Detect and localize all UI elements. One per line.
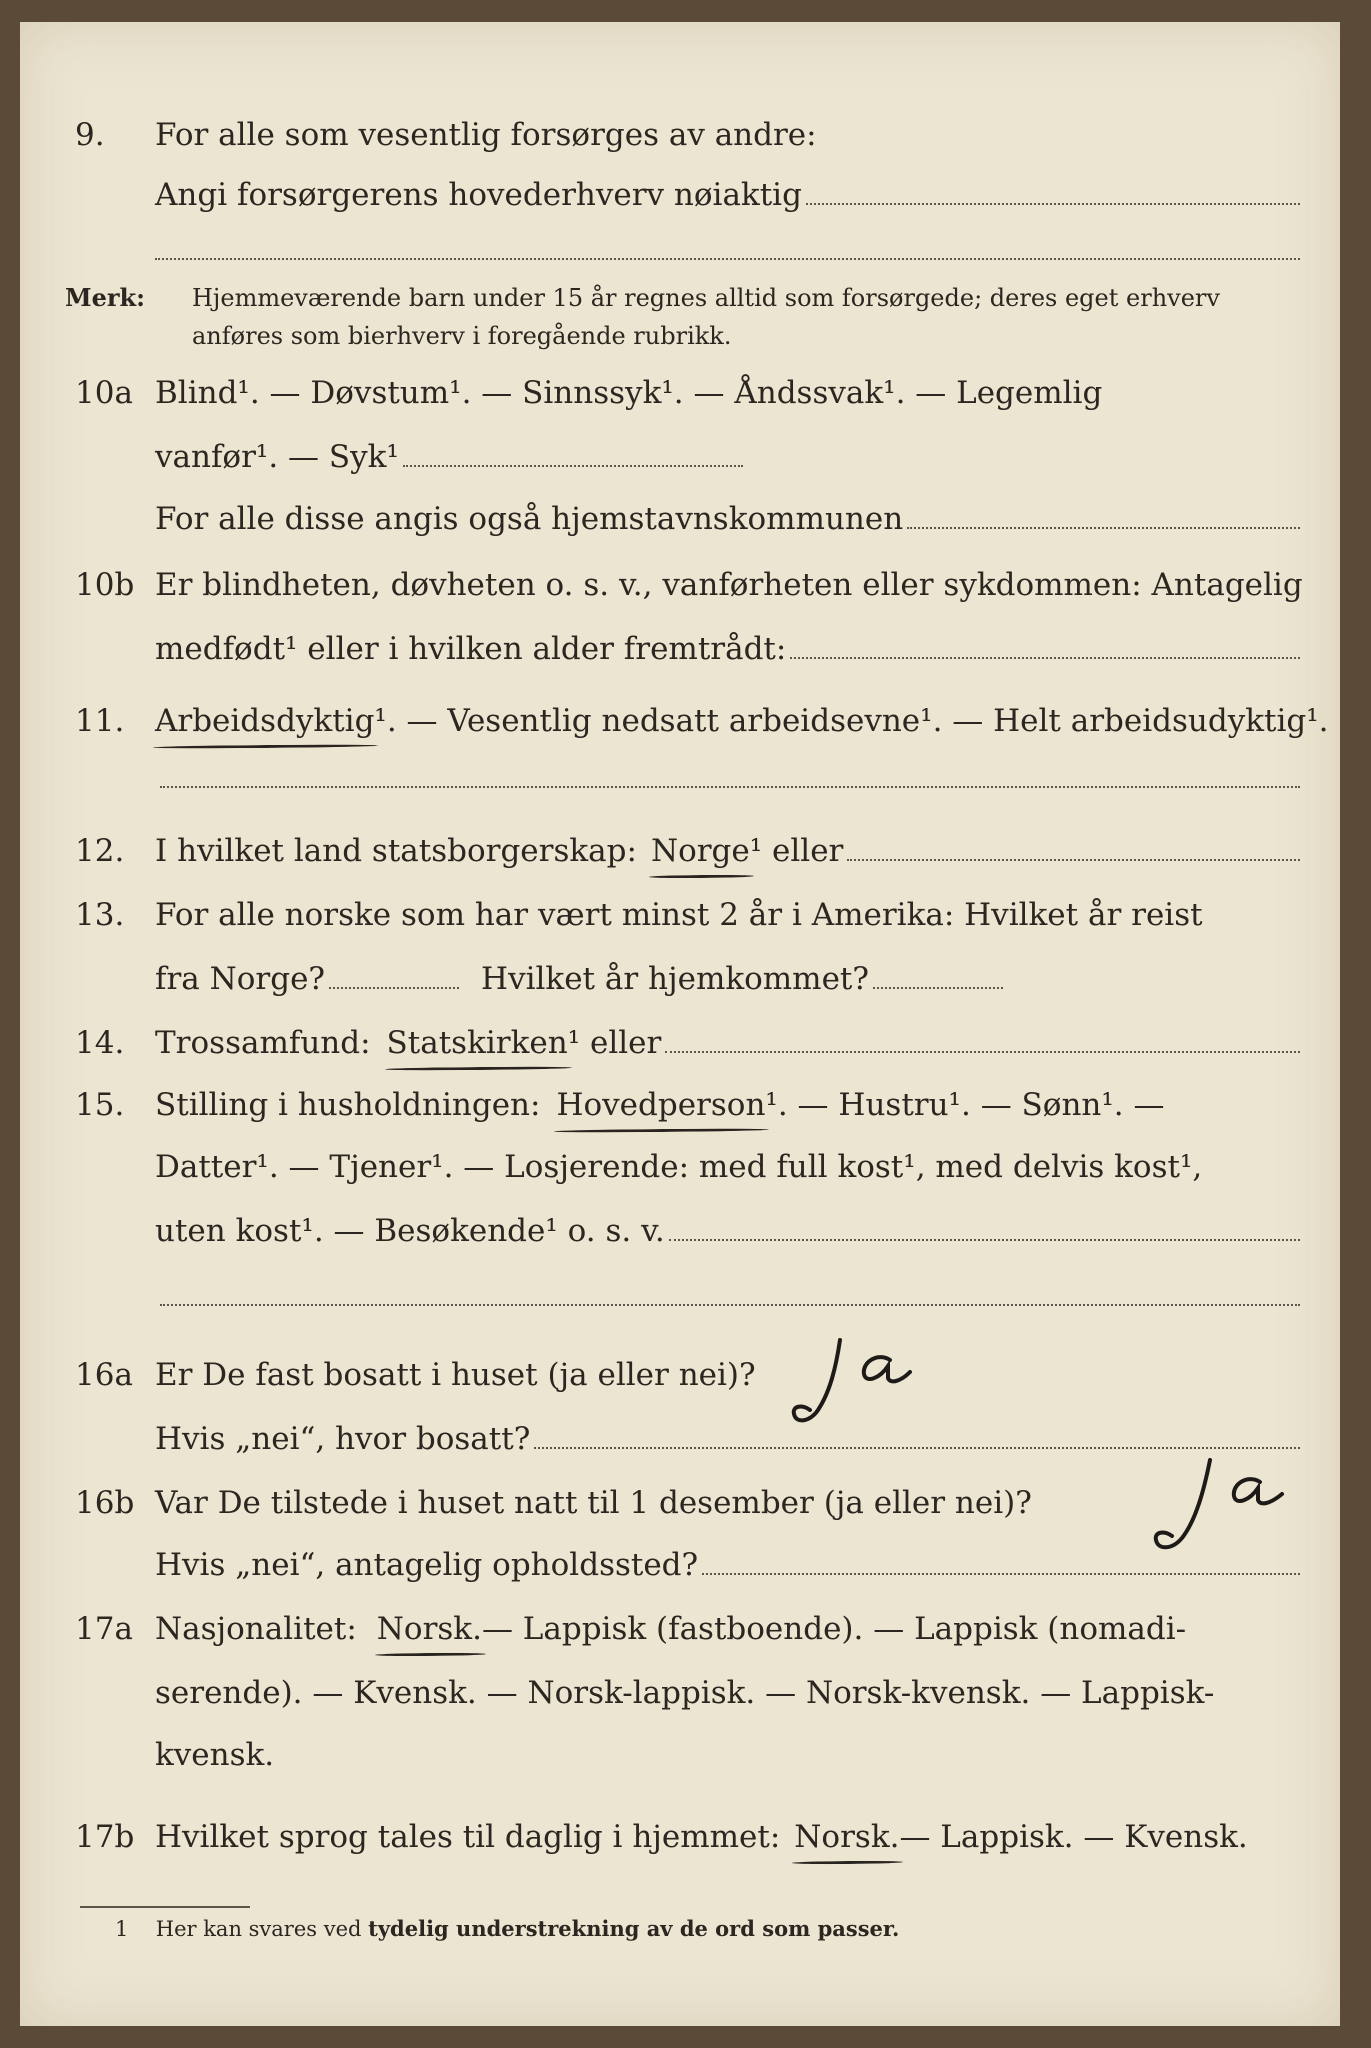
q12-question: I hvilket land statsborgerskap: [155, 833, 637, 869]
q10a-hometown-label: For alle disse angis også hjemstavnskommunen [155, 501, 904, 537]
merk-note-line-1: Hjemmeværende barn under 15 år regnes alltid som forsørgede; deres eget erhverv [192, 284, 1220, 312]
q15-row-3 [20, 1208, 1340, 1254]
q11-row [20, 698, 1340, 744]
q9-extra-answer-line[interactable] [155, 258, 1300, 260]
q15-answer-field[interactable] [669, 1215, 1300, 1241]
q16b-question: Var De tilstede i huset natt til 1 desember (ja eller nei)? [155, 1485, 1032, 1521]
q11-option-underlined[interactable]: Arbeidsdyktig [155, 698, 374, 744]
merk-label: Merk: [65, 283, 145, 312]
q13-number: 13. [75, 897, 125, 933]
q15-options-2: Datter¹. — Tjener¹. — Losjerende: med full kost¹, med delvis kost¹, [155, 1149, 1203, 1185]
q14-option-underlined[interactable]: Statskirken [387, 1020, 568, 1066]
q17b-number: 17b [75, 1819, 135, 1855]
q10b-answer-field[interactable] [790, 633, 1300, 659]
q16b-location-label: Hvis „nei“, antagelig opholdssted? [155, 1547, 699, 1583]
q17b-other-options: — Lappisk. — Kvensk. [899, 1819, 1248, 1855]
q16a-row [20, 1352, 1340, 1398]
q10a-row [20, 370, 1340, 416]
footnote [115, 1914, 899, 1944]
census-form-page [20, 22, 1340, 2026]
q15-row [20, 1082, 1340, 1128]
q10a-row-2 [20, 434, 1340, 480]
q17a-row [20, 1606, 1340, 1652]
q17a-question: Nasjonalitet: [155, 1611, 357, 1647]
q17b-question: Hvilket sprog tales til daglig i hjemmet: [155, 1819, 781, 1855]
q14-number: 14. [75, 1025, 125, 1061]
q15-extra-answer-line[interactable] [160, 1304, 1300, 1306]
q13-return-field[interactable] [873, 963, 1003, 989]
q10a-number: 10a [75, 375, 133, 411]
q13-question: For alle norske som har vært minst 2 år i Amerika: Hvilket år reist [155, 897, 1203, 933]
footnote-mark: 1 [115, 1917, 129, 1941]
q13-row [20, 892, 1340, 938]
q9-row-2 [20, 172, 1340, 218]
q16b-location-field[interactable] [702, 1549, 1300, 1575]
q12-option-underlined[interactable]: Norge [651, 828, 750, 874]
q13-return-label: Hvilket år hjemkommet? [481, 961, 870, 997]
q17a-number: 17a [75, 1611, 133, 1647]
q15-options-3: uten kost¹. — Besøkende¹ o. s. v. [155, 1213, 665, 1249]
q9-row [20, 112, 1340, 158]
merk-row-2 [20, 318, 1340, 354]
q14-row [20, 1020, 1340, 1066]
q11-extra-answer-line[interactable] [160, 786, 1300, 788]
q17a-option-underlined[interactable]: Norsk. [377, 1606, 482, 1652]
q17b-row [20, 1814, 1340, 1860]
q16b-number: 16b [75, 1485, 135, 1521]
merk-note-line-2: anføres som bierhverv i foregående rubrikk. [192, 322, 732, 350]
q17a-row-3 [20, 1732, 1340, 1778]
q9-provider-label: Angi forsørgerens hovederhverv nøiaktig [155, 177, 802, 213]
q10b-row [20, 562, 1340, 608]
q12-answer-field[interactable] [847, 835, 1300, 861]
q16a-question: Er De fast bosatt i huset (ja eller nei)? [155, 1357, 756, 1393]
q13-left-field[interactable] [329, 963, 459, 989]
q10a-answer-field[interactable] [403, 441, 743, 467]
footnote-rule [80, 1906, 250, 1908]
q12-number: 12. [75, 833, 125, 869]
q12-or: ¹ eller [749, 833, 844, 869]
q9-answer-field[interactable] [806, 179, 1300, 205]
q14-or: ¹ eller [567, 1025, 662, 1061]
q10a-options-2: vanfør¹. — Syk¹ [155, 439, 399, 475]
q14-question: Trossamfund: [155, 1025, 371, 1061]
q17a-options-3: kvensk. [155, 1737, 275, 1773]
q10b-number: 10b [75, 567, 135, 603]
q13-row-2 [20, 956, 1340, 1002]
q16a-residence-label: Hvis „nei“, hvor bosatt? [155, 1421, 531, 1457]
q10b-row-2 [20, 626, 1340, 672]
q17a-row-2 [20, 1670, 1340, 1716]
q16b-row-2 [20, 1542, 1340, 1588]
merk-row [20, 280, 1340, 316]
q10a-hometown-field[interactable] [907, 503, 1300, 529]
q11-other-options: ¹. — Vesentlig nedsatt arbeidsevne¹. — Helt arbeidsudyktig¹. [374, 703, 1329, 739]
q17b-option-underlined[interactable]: Norsk. [794, 1814, 899, 1860]
q13-left-label: fra Norge? [155, 961, 326, 997]
q10b-question-2: medfødt¹ eller i hvilken alder fremtrådt: [155, 631, 787, 667]
q9-question: For alle som vesentlig forsørges av andre: [155, 117, 817, 153]
q15-row-2 [20, 1144, 1340, 1190]
footnote-emphasis: tydelig understrekning av de ord som passer. [368, 1916, 900, 1941]
q16a-number: 16a [75, 1357, 133, 1393]
q15-option-underlined[interactable]: Hovedperson [556, 1082, 765, 1128]
q17a-other-options: — Lappisk (fastboende). — Lappisk (nomadi- [481, 1611, 1187, 1647]
q10b-question: Er blindheten, døvheten o. s. v., vanførheten eller sykdommen: Antagelig [155, 567, 1303, 603]
footnote-text: Her kan svares ved [155, 1917, 362, 1941]
q9-number: 9. [75, 117, 105, 153]
q14-answer-field[interactable] [665, 1027, 1300, 1053]
q12-row [20, 828, 1340, 874]
q15-question: Stilling i husholdningen: [155, 1087, 541, 1123]
q10a-options: Blind¹. — Døvstum¹. — Sinnssyk¹. — Åndssvak¹. — Legemlig [155, 375, 1103, 411]
q10a-row-3 [20, 496, 1340, 542]
q11-number: 11. [75, 703, 125, 739]
q15-other-options: ¹. — Hustru¹. — Sønn¹. — [765, 1087, 1165, 1123]
q17a-options-2: serende). — Kvensk. — Norsk-lappisk. — Norsk-kvensk. — Lappisk- [155, 1675, 1215, 1711]
q15-number: 15. [75, 1087, 125, 1123]
